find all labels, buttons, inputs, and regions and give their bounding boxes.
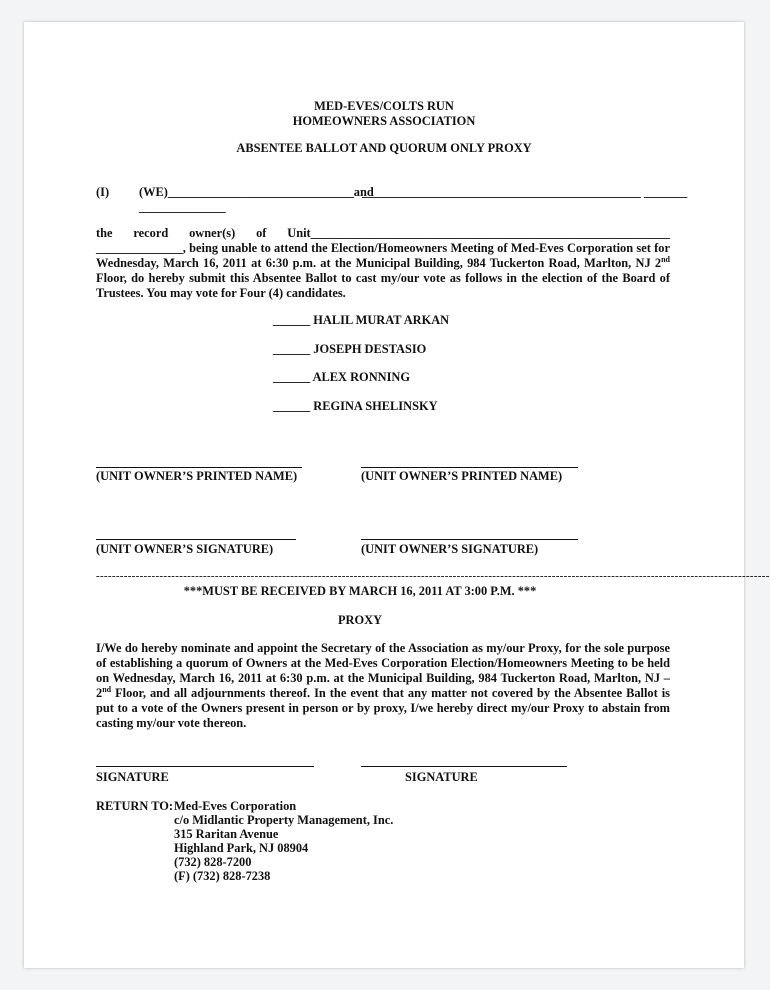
proxy-text-end: Floor, and all adjournments thereof. In the event that any matter not covered by the Absentee Ballot is put to a vote of the Owners present in person or by proxy, I/we hereby direct my/our Proxy to abstain from casting my/our vote thereon. [96,686,670,730]
return-address-line-2: c/o Midlantic Property Management, Inc. [174,813,394,827]
intro-superscript: nd [661,254,670,264]
proxy-signature-label-left: SIGNATURE [96,770,169,784]
signature-label-left: (UNIT OWNER’S SIGNATURE) [96,542,274,556]
org-name-line1: MED-EVES/COLTS RUN [314,99,454,113]
candidate-2: ______ JOSEPH DESTASIO [273,342,427,356]
we-line: (WE)______________________________and [139,185,374,199]
ballot-title: ABSENTEE BALLOT AND QUORUM ONLY PROXY [236,141,532,155]
signature-line-left [96,539,296,540]
printed-name-label-right: (UNIT OWNER’S PRINTED NAME) [361,469,563,483]
printed-name-line-right [361,467,578,468]
candidate-1: ______ HALIL MURAT ARKAN [273,313,450,327]
return-to-label: RETURN TO: [96,799,173,813]
candidate-3: ______ ALEX RONNING [273,370,410,384]
deadline-notice: ***MUST BE RECEIVED BY MARCH 16, 2011 AT 3:00 P.M. *** [183,584,537,598]
return-address-line-1: Med-Eves Corporation [174,799,297,813]
return-fax: (F) (732) 828-7238 [174,869,271,883]
we-line-tail: _____________________________________________ _______ [362,185,688,199]
proxy-superscript: nd [102,684,112,694]
signature-line-right [361,539,578,540]
intro-paragraph [96,226,670,301]
dashed-separator: -------------------------------------------------------------------------------------------------------------------------------------------------------------------------- [96,570,770,582]
proxy-signature-line-left [96,766,314,767]
return-address-line-4: Highland Park, NJ 08904 [174,841,309,855]
signature-label-right: (UNIT OWNER’S SIGNATURE) [361,542,539,556]
candidate-4: ______ REGINA SHELINSKY [273,399,438,413]
proxy-text-start: I/We do hereby nominate and appoint the Secretary of the Association as my/our Proxy, for the sole purpose of establishing a quorum of Owners at the Med-Eves Corporation Election/Homeowners Meeting to be held on Wednesday, March 16, 2011 at 6:30 p.m. at the Municipal Building, 984 Tuckerton Road, Marlton, NJ – 2 [96,641,670,700]
intro-text-end: Floor, do hereby submit this Absentee Ballot to cast my/our vote as follows in the election of the Board of Trustees. You may vote for Four (4) candidates. [96,271,670,300]
return-address-line-3: 315 Raritan Avenue [174,827,279,841]
proxy-paragraph [96,641,670,731]
printed-name-line-left [96,467,302,468]
return-phone: (732) 828-7200 [174,855,252,869]
proxy-signature-label-right: SIGNATURE [405,770,478,784]
proxy-title: PROXY [337,613,383,627]
document-page [24,22,770,968]
i-label: (I) [96,185,110,199]
we-line-continuation: ______________ [139,200,226,214]
intro-text-start: the record owner(s) of Unit__________________________________________________________ ______________, being unable to attend the Election/Homeowners Meeting of Med-Eves Corporation set for Wednesday, March 16, 2011 at 6:30 p.m. at the Municipal Building, 984 Tuckerton Road, Marlton, NJ 2 [96,226,670,270]
proxy-signature-line-right [361,766,567,767]
printed-name-label-left: (UNIT OWNER’S PRINTED NAME) [96,469,298,483]
org-name-line2: HOMEOWNERS ASSOCIATION [292,114,476,128]
